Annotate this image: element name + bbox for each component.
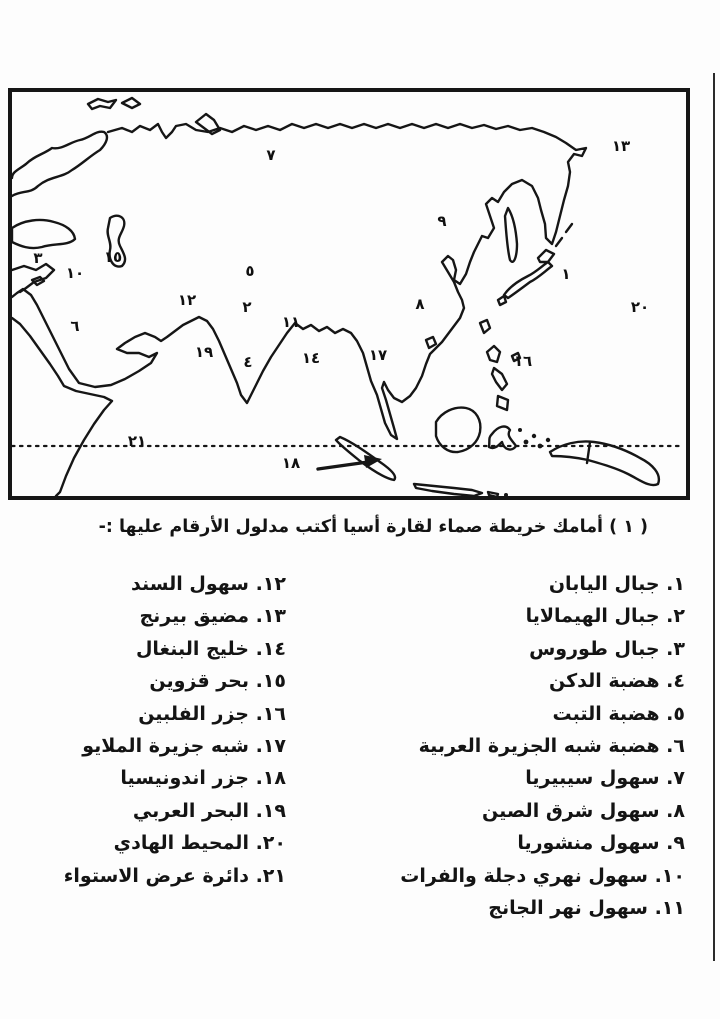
legend-item-٤: ٤. هضبة الدكن — [549, 670, 685, 693]
legend-item-٢: ٢. جبال الهيمالايا — [525, 605, 685, 628]
map-number-٩: ٩ — [437, 212, 447, 230]
map-number-١: ١ — [561, 265, 571, 283]
legend-item-٩: ٩. سهول منشوريا — [517, 832, 685, 855]
map-number-١٦: ١٦ — [513, 352, 533, 370]
legend-item-١٥: ١٥. بحر قزوين — [149, 670, 286, 693]
asia-map-frame — [8, 88, 690, 500]
coastline-anatolia — [12, 264, 54, 292]
legend-item-١٣: ١٣. مضيق بيرنج — [139, 605, 286, 628]
map-number-١٠: ١٠ — [65, 264, 85, 282]
asia-outline-map-svg — [12, 92, 686, 496]
legend-item-١٧: ١٧. شبه جزيرة الملايو — [82, 735, 286, 758]
coastline-africa — [12, 318, 112, 496]
arrow-to-18 — [318, 455, 382, 469]
legend-item-١٨: ١٨. جزر اندونيسيا — [120, 767, 286, 790]
taiwan-island — [480, 320, 490, 333]
legend-item-٧: ٧. سهول سيبيريا — [525, 767, 685, 790]
black-sea — [12, 220, 75, 248]
map-number-٢: ٢ — [242, 298, 252, 316]
legend-item-١٦: ١٦. جزر الفلبين — [138, 702, 286, 725]
map-number-٧: ٧ — [266, 146, 276, 164]
map-number-٢٠: ٢٠ — [630, 298, 650, 316]
map-number-١٨: ١٨ — [281, 454, 301, 472]
map-number-١٧: ١٧ — [368, 346, 388, 364]
new-guinea-island — [550, 441, 659, 485]
legend-item-١: ١. جبال اليابان — [548, 573, 685, 595]
map-number-٤: ٤ — [243, 353, 253, 371]
legend-item-٣: ٣. جبال طوروس — [529, 637, 685, 660]
map-number-١٩: ١٩ — [194, 343, 214, 361]
map-number-٣: ٣ — [33, 249, 43, 267]
legend-column-right — [400, 568, 685, 924]
coastline-asia-main — [12, 124, 586, 439]
map-number-١٣: ١٣ — [611, 137, 631, 155]
legend-item-٥: ٥. هضبة التبت — [552, 702, 685, 725]
legend-item-٢٠: ٢٠. المحيط الهادي — [113, 832, 286, 855]
map-number-١٥: ١٥ — [103, 248, 123, 266]
scanned-page-edge-line — [713, 73, 715, 961]
legend-item-١٤: ١٤. خليج البنغال — [135, 637, 286, 660]
legend-item-١٢: ١٢. سهول السند — [131, 573, 286, 595]
map-number-٥: ٥ — [245, 262, 255, 280]
borneo-island — [436, 408, 480, 452]
legend-item-٦: ٦. هضبة شبه الجزيرة العربية — [418, 735, 685, 758]
map-number-٦: ٦ — [70, 317, 80, 335]
legend-item-١٩: ١٩. البحر العربي — [132, 799, 286, 822]
japan-islands — [498, 250, 554, 305]
legend-item-٢١: ٢١. دائرة عرض الاستواء — [63, 864, 286, 887]
map-number-١٢: ١٢ — [177, 291, 197, 309]
map-number-١١: ١١ — [281, 313, 301, 331]
map-number-٨: ٨ — [415, 295, 425, 313]
question-title: ( ١ ) أمامك خريطة صماء لقارة أسيا أكتب مدلول الأرقام عليها :- — [98, 517, 648, 537]
legend-item-١٠: ١٠. سهول نهري دجلة والفرات — [400, 864, 685, 887]
legend-column-left — [64, 568, 286, 892]
coastline-scandinavia — [12, 132, 107, 196]
map-number-٢١: ٢١ — [127, 432, 147, 450]
legend-item-٨: ٨. سهول شرق الصين — [481, 799, 685, 822]
legend-item-١١: ١١. سهول نهر الجانج — [488, 897, 685, 920]
map-number-١٤: ١٤ — [301, 349, 321, 367]
hainan-island — [426, 337, 436, 348]
java-islands — [414, 484, 498, 496]
sakhalin-island — [505, 208, 517, 262]
arctic-islands — [88, 98, 220, 134]
